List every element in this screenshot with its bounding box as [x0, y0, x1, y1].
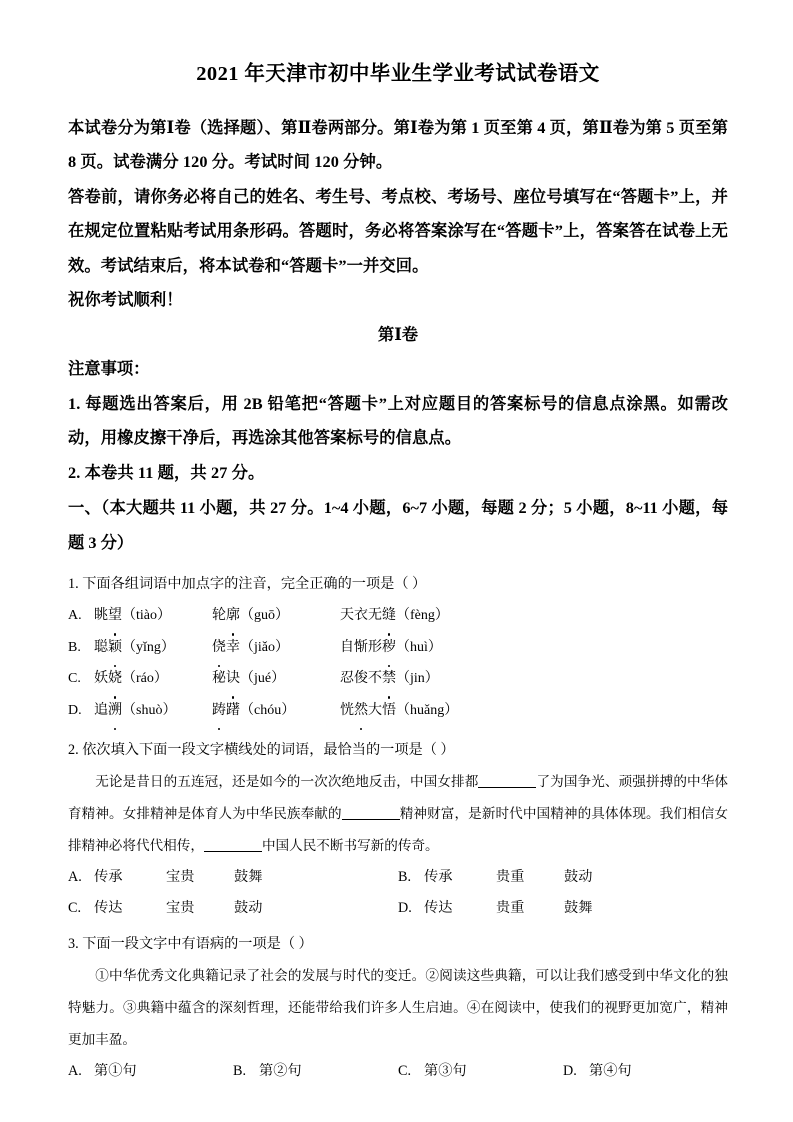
- option-item-3: 天衣无缝（fèng）: [340, 600, 540, 632]
- option-word-2: 宝贵: [166, 869, 195, 886]
- question-3-option-C[interactable]: [398, 1056, 563, 1087]
- option-word-3: 鼓动: [234, 900, 263, 917]
- option-label: C.: [68, 671, 81, 687]
- question-1-number: 1.: [68, 576, 79, 593]
- question-3-option-B[interactable]: [233, 1056, 398, 1087]
- question-2-number: 2.: [68, 742, 79, 759]
- option-word-1: 传达: [94, 900, 123, 917]
- option-word-3: 鼓动: [564, 869, 593, 886]
- option-item-3: 自惭形秽（huì）: [340, 632, 540, 664]
- big-section-heading: 一、（本大题共 11 小题，共 27 分。1~4 小题，6~7 小题，每题 2 分；5 小题，8~11 小题，每题 3 分）: [68, 498, 728, 553]
- fill-blank-3[interactable]: [204, 851, 262, 852]
- option-item-2: 踌躇（chóu）: [212, 695, 340, 727]
- option-word-3: 鼓舞: [564, 900, 593, 917]
- question-2-option-C[interactable]: [68, 893, 398, 924]
- question-2-option-A[interactable]: [68, 862, 398, 893]
- instruction-paragraph-1: 本试卷分为第Ⅰ卷（选择题）、第Ⅱ卷两部分。第Ⅰ卷为第 1 页至第 4 页，第Ⅱ卷为第 5 页至第 8 页。试卷满分 120 分。考试时间 120 分钟。: [68, 117, 728, 172]
- option-item-3: 恍然大悟（huǎng）: [340, 695, 540, 727]
- option-item-1: 眺望（tiào）: [94, 600, 212, 632]
- question-3-option-D[interactable]: [563, 1056, 728, 1087]
- option-word-3: 鼓舞: [234, 869, 263, 886]
- notice-heading: 注意事项：: [68, 359, 150, 379]
- option-label: D.: [68, 702, 82, 718]
- option-word-2: 贵重: [496, 900, 525, 917]
- option-label: C.: [398, 1063, 412, 1080]
- option-word-2: 宝贵: [166, 900, 195, 917]
- option-word-1: 传承: [94, 869, 123, 886]
- notice-item-2: 2. 本卷共 11 题，共 27 分。: [68, 462, 265, 482]
- option-label: B.: [233, 1063, 247, 1080]
- option-label: A.: [68, 608, 82, 624]
- question-2-passage: [68, 766, 728, 862]
- question-3-option-A[interactable]: [68, 1056, 233, 1087]
- fill-blank-1[interactable]: [478, 787, 536, 788]
- passage-segment-4: 中国人民不断书写新的传奇。: [261, 838, 439, 854]
- question-1-option-A[interactable]: [68, 600, 728, 632]
- option-word-2: 贵重: [496, 869, 525, 886]
- passage-segment-1: 无论是昔日的五连冠，还是如今的一次次绝地反击，中国女排都: [95, 774, 479, 790]
- option-label: C.: [68, 900, 82, 917]
- question-1-option-B[interactable]: [68, 632, 728, 664]
- question-2-stem: [68, 726, 728, 766]
- question-1-option-C[interactable]: [68, 663, 728, 695]
- passage-segment-2: 了为国争光、顽强拼搏的中华体育精神。女排精神是体育人为中华民族奉献的: [68, 774, 729, 822]
- option-item-1: 聪颖（yǐng）: [94, 632, 212, 664]
- option-label: B.: [68, 639, 81, 655]
- option-label: A.: [68, 1063, 82, 1080]
- option-item-3: 忍俊不禁（jin）: [340, 663, 540, 695]
- section-label-juan-1: 第Ⅰ卷: [377, 324, 419, 344]
- question-2-option-row-AB: [68, 862, 728, 893]
- question-1-option-D[interactable]: [68, 695, 728, 727]
- question-1-text: 下面各组词语中加点字的注音，完全正确的一项是（ ）: [82, 576, 427, 593]
- question-2-option-row-CD: [68, 893, 728, 924]
- option-text: 第②句: [259, 1063, 302, 1080]
- question-3-number: 3.: [68, 936, 79, 953]
- option-item-1: 妖娆（ráo）: [94, 663, 212, 695]
- option-item-1: 追溯（shuò）: [94, 695, 212, 727]
- option-text: 第③句: [424, 1063, 467, 1080]
- question-3-text: 下面一段文字中有语病的一项是（ ）: [82, 936, 313, 953]
- question-3-option-row: [68, 1056, 728, 1087]
- question-1-stem: [68, 560, 728, 600]
- option-label: D.: [563, 1063, 577, 1080]
- instruction-paragraph-3: 祝你考试顺利！: [68, 290, 183, 310]
- page-content: [68, 0, 728, 1087]
- question-3-stem: [68, 924, 728, 960]
- option-label: B.: [398, 869, 412, 886]
- option-text: 第①句: [94, 1063, 137, 1080]
- passage-segment-3: 精神财富，是新时代中国精神的具体体现。我们相信女排精神必将代代相传，: [68, 806, 729, 854]
- fill-blank-2[interactable]: [342, 819, 400, 820]
- question-3-passage: ①中华优秀文化典籍记录了社会的发展与时代的变迁。②阅读这些典籍，可以让我们感受到中华文化的独特魅力。③典籍中蕴含的深刻哲理，还能带给我们许多人生启迪。④在阅读中，使我们的视野更加宽广，精神更加丰盈。: [68, 968, 728, 1048]
- option-label: A.: [68, 869, 82, 886]
- option-item-2: 侥幸（jiǎo）: [212, 632, 340, 664]
- option-word-1: 传达: [424, 900, 453, 917]
- question-2-text: 依次填入下面一段文字横线处的词语，最恰当的一项是（ ）: [82, 742, 455, 759]
- question-2-option-B[interactable]: [398, 862, 728, 893]
- notice-item-1: 1. 每题选出答案后，用 2B 铅笔把“答题卡”上对应题目的答案标号的信息点涂黑。如需改动，用橡皮擦干净后，再选涂其他答案标号的信息点。: [68, 393, 728, 448]
- option-item-2: 秘诀（jué）: [212, 663, 340, 695]
- option-text: 第④句: [589, 1063, 632, 1080]
- option-word-1: 传承: [424, 869, 453, 886]
- option-label: D.: [398, 900, 412, 917]
- page-title: 2021 年天津市初中毕业生学业考试试卷语文: [196, 63, 600, 85]
- option-item-2: 轮廓（guō）: [212, 600, 340, 632]
- instruction-paragraph-2: 答卷前，请你务必将自己的姓名、考生号、考点校、考场号、座位号填写在“答题卡”上，并在规定位置粘贴考试用条形码。答题时，务必将答案涂写在“答题卡”上，答案答在试卷上无效。考试结束后，将本试卷和“答题卡”一并交回。: [68, 186, 728, 275]
- question-2-option-D[interactable]: [398, 893, 728, 924]
